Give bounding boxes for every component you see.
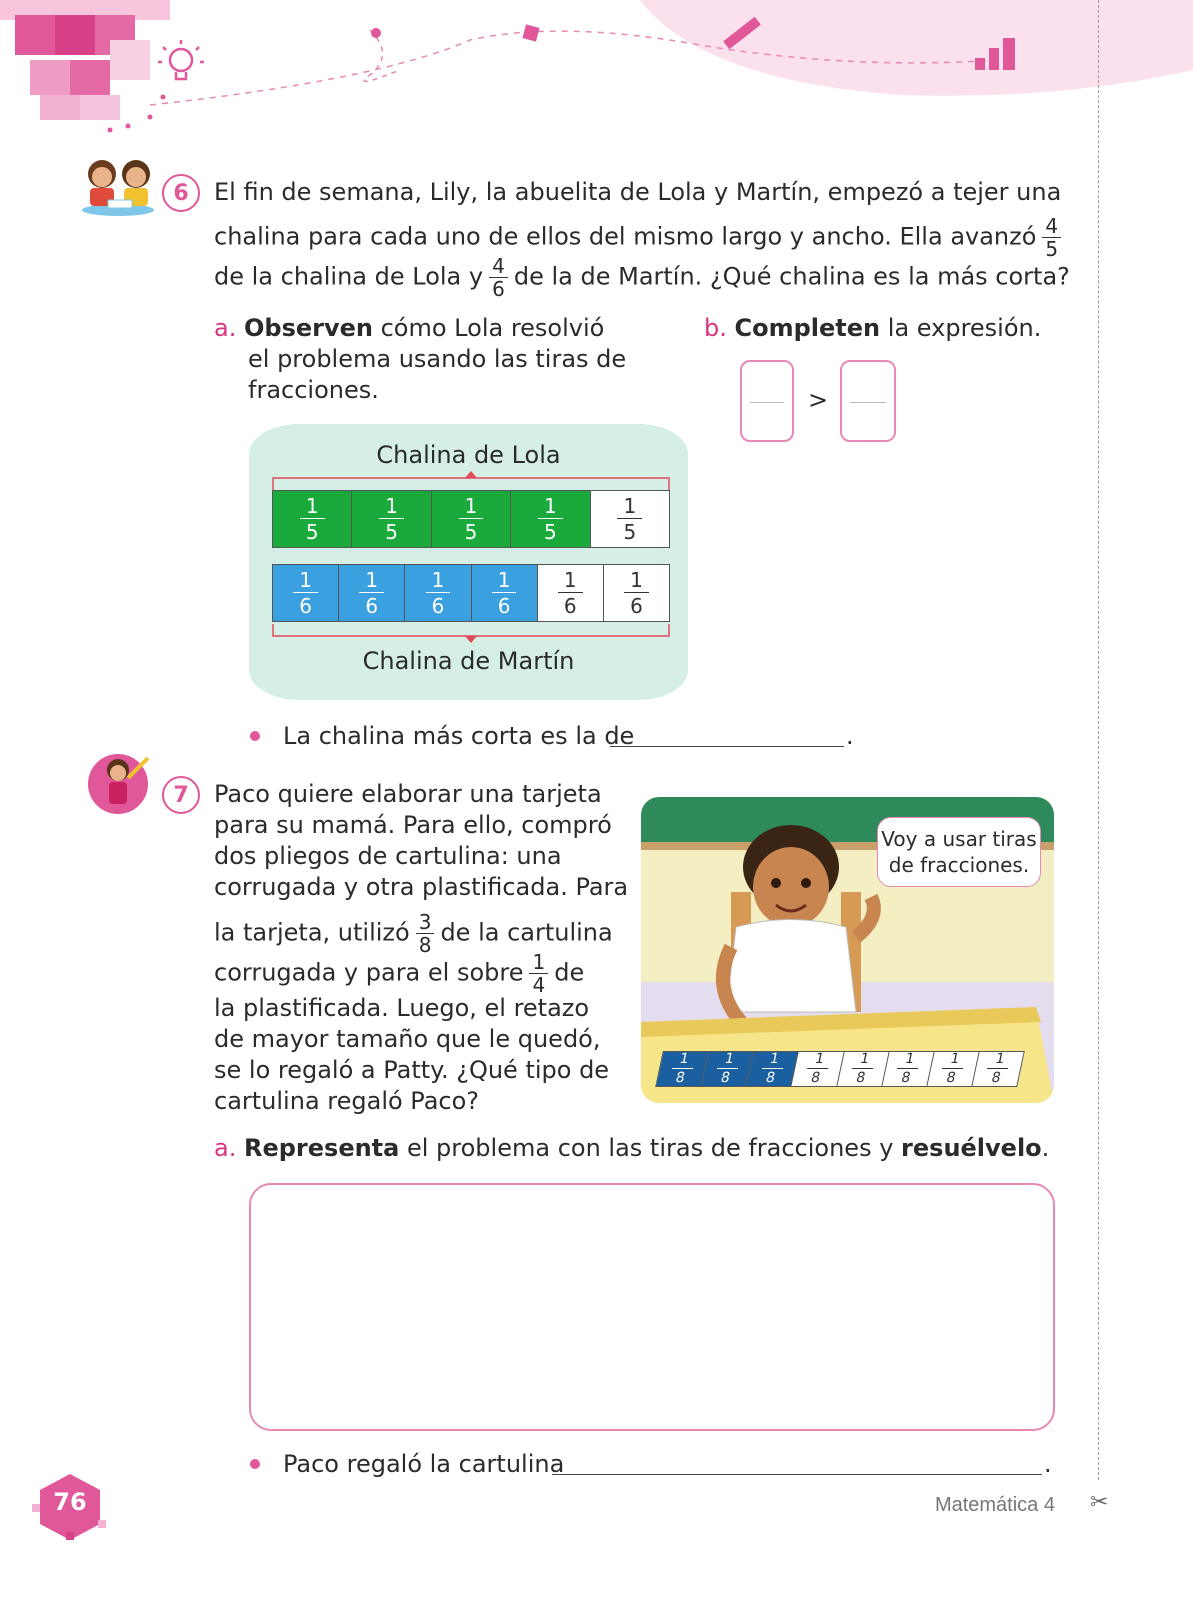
diagram-top-label: Chalina de Lola <box>376 441 561 469</box>
lola-cell-1: 1 5 <box>273 491 352 547</box>
martin-cell-4: 1 6 <box>472 565 538 621</box>
lola-cell-4: 1 5 <box>511 491 590 547</box>
martin-cell-1: 1 6 <box>273 565 339 621</box>
eighth-cell-6: 1 8 <box>882 1052 934 1086</box>
lola-cell-2: 1 5 <box>352 491 431 547</box>
fraction-3-8: $\frac{3}{8}$ <box>416 912 435 955</box>
problem-6a-line3: fracciones. <box>248 376 379 404</box>
problem-7-line3: dos pliegos de cartulina: una <box>214 842 562 870</box>
top-bracket <box>272 470 670 492</box>
problem-7-answer-text: Paco regaló la cartulina <box>283 1450 565 1478</box>
problem-7-line4: corrugada y otra plastificada. Para <box>214 873 629 901</box>
problem-6-answer-text: La chalina más corta es la de <box>283 722 635 750</box>
header-pink-wave <box>640 0 1193 96</box>
children-reading-icon <box>78 152 158 218</box>
girl-writing-icon <box>86 748 156 818</box>
work-area-box[interactable] <box>249 1183 1055 1431</box>
problem-6a-line1: a. Observen cómo Lola resolvió <box>214 314 605 342</box>
boy-shirt <box>726 920 856 1013</box>
martin-fraction-strip <box>272 564 670 622</box>
problem-7-line6: corrugada y para el sobre $\frac{1}{4}$ de <box>214 950 585 997</box>
book-title: Matemática 4 <box>934 1494 1055 1516</box>
eighth-cell-2: 1 8 <box>702 1052 754 1086</box>
fraction-4-6: $\frac{4}{6}$ <box>489 256 508 299</box>
greater-than-symbol: > <box>808 386 829 414</box>
eighth-cell-5: 1 8 <box>837 1052 889 1086</box>
header-decoration <box>0 0 1193 150</box>
eighth-cell-3: 1 8 <box>747 1052 799 1086</box>
lola-cell-5: 1 5 <box>591 491 669 547</box>
problem-7-line5: la tarjeta, utilizó $\frac{3}{8}$ de la cartulina <box>214 910 613 957</box>
diagram-bottom-label: Chalina de Martín <box>362 647 575 675</box>
problem-7-line7: la plastificada. Luego, el retazo <box>214 994 590 1022</box>
fraction-answer-box-left[interactable] <box>740 360 794 442</box>
problem-6-line3: de la chalina de Lola y $\frac{4}{6}$ de la de Martín. ¿Qué chalina es la más corta? <box>214 254 1070 301</box>
problem-7-line9: se lo regaló a Patty. ¿Qué tipo de <box>214 1056 610 1084</box>
eighth-cell-4: 1 8 <box>792 1052 844 1086</box>
eighth-cell-7: 1 8 <box>927 1052 979 1086</box>
lola-fraction-strip <box>272 490 670 548</box>
problem-7-answer-end: . <box>1044 1450 1052 1478</box>
martin-cell-6: 1 6 <box>604 565 669 621</box>
lightbulb-icon <box>158 40 204 79</box>
martin-cell-3: 1 6 <box>405 565 471 621</box>
problem-6a-line2: el problema usando las tiras de <box>248 345 627 373</box>
cut-line <box>1098 0 1099 1480</box>
problem-6-number: 6 <box>162 174 200 212</box>
problem-6-line2: chalina para cada uno de ellos del mismo largo y ancho. Ella avanzó $\frac{4}{5}$ <box>214 216 1067 259</box>
eighth-cell-8: 1 8 <box>972 1052 1023 1086</box>
page-number: 76 <box>53 1488 87 1516</box>
problem-6b-line: b. Completen la expresión. <box>704 314 1042 342</box>
problem-6-answer-line[interactable] <box>610 746 844 747</box>
problem-7a-line: a. Representa el problema con las tiras de fracciones y resuélvelo. <box>214 1134 1050 1162</box>
eighths-fraction-strip <box>655 1051 1025 1087</box>
lola-cell-3: 1 5 <box>432 491 511 547</box>
problem-6-line1: El fin de semana, Lily, la abuelita de Lola y Martín, empezó a tejer una <box>214 178 1062 206</box>
problem-7-line10: cartulina regaló Paco? <box>214 1087 480 1115</box>
martin-cell-2: 1 6 <box>339 565 405 621</box>
bullet <box>250 731 260 741</box>
cubes-decoration <box>0 0 170 133</box>
problem-7-line1: Paco quiere elaborar una tarjeta <box>214 780 602 808</box>
problem-6-answer-end: . <box>846 722 854 750</box>
boy-face <box>753 847 829 927</box>
problem-7-answer-line[interactable] <box>552 1474 1042 1475</box>
bottom-bracket <box>272 622 670 644</box>
problem-7-number: 7 <box>162 776 200 814</box>
speech-bubble: Voy a usar tiras de fracciones. <box>877 817 1041 887</box>
fraction-1-4: $\frac{1}{4}$ <box>529 952 548 995</box>
bullet <box>250 1459 260 1469</box>
eighth-cell-1: 1 8 <box>656 1052 708 1086</box>
problem-7-line8: de mayor tamaño que le quedó, <box>214 1025 601 1053</box>
boy-illustration <box>641 797 1054 1103</box>
scissors-icon: ✂ <box>1090 1490 1109 1515</box>
martin-cell-5: 1 6 <box>538 565 604 621</box>
problem-7-line2: para su mamá. Para ello, compró <box>214 811 612 839</box>
fraction-4-5: $\frac{4}{5}$ <box>1042 216 1061 259</box>
fraction-answer-box-right[interactable] <box>840 360 896 442</box>
